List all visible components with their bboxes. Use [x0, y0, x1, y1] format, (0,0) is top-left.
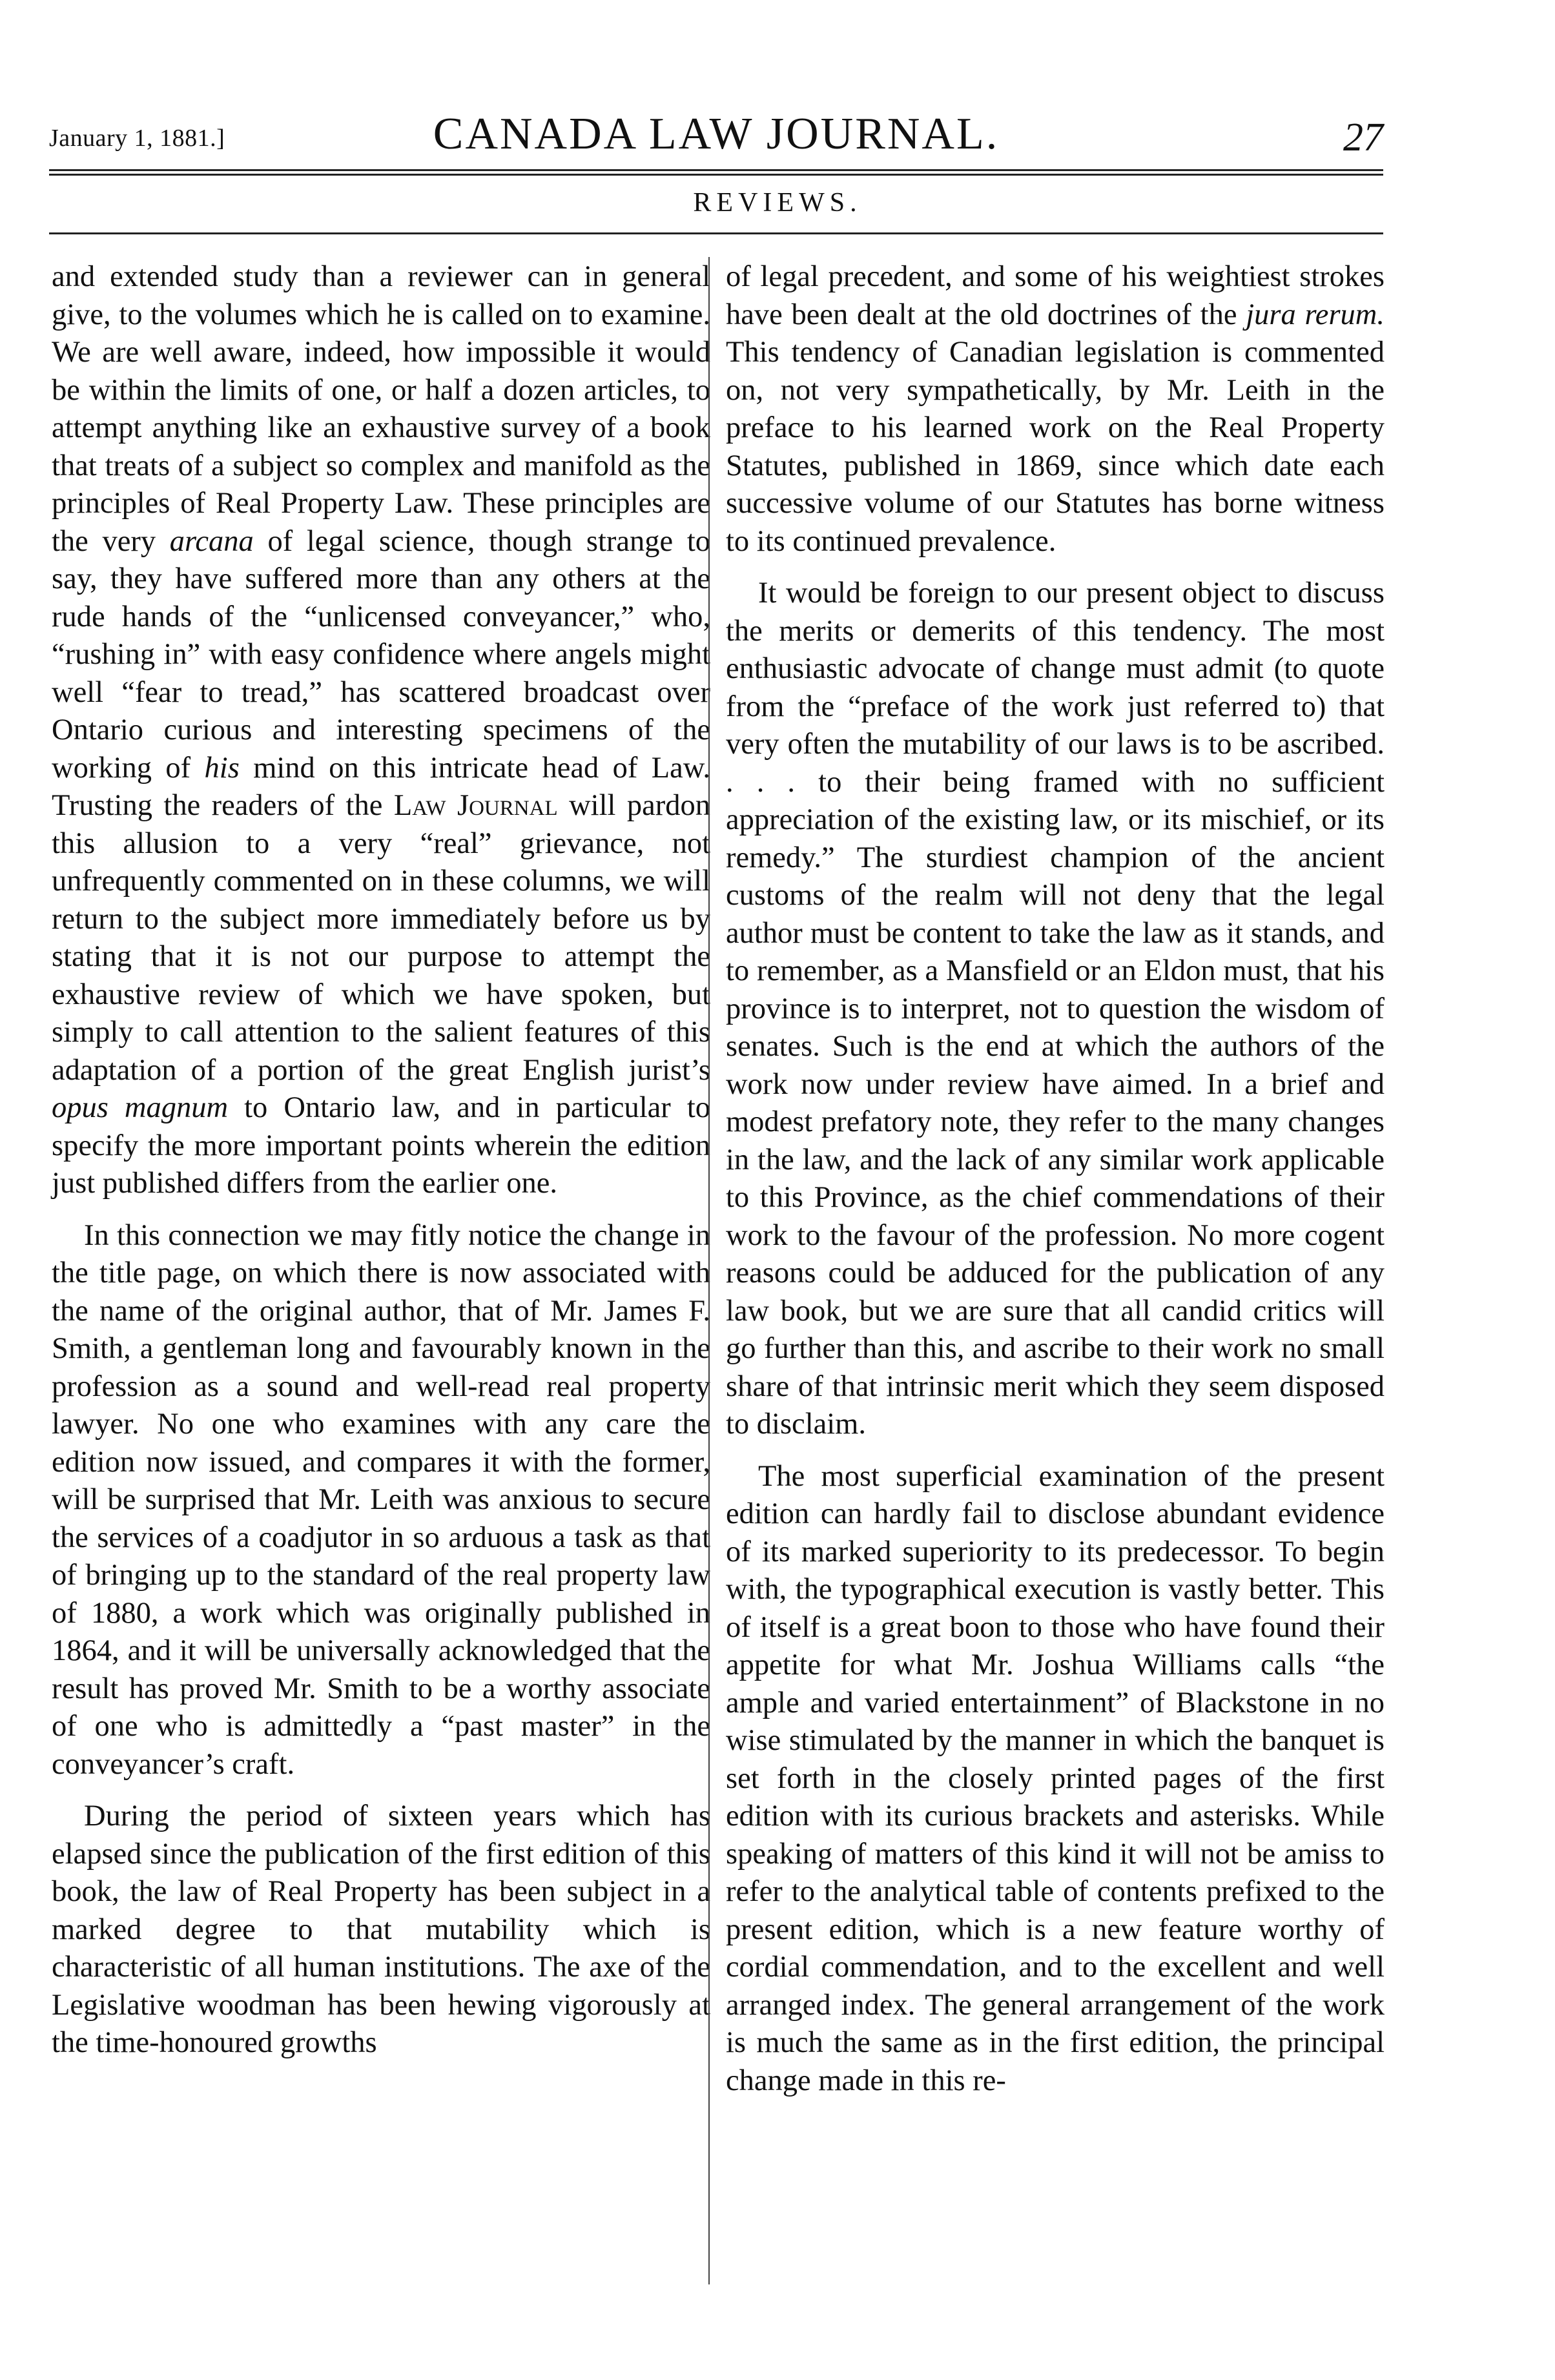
issue-date: January 1, 1881.] [49, 125, 225, 152]
header-double-rule [49, 169, 1383, 176]
running-head [49, 97, 1383, 159]
italic-term: jura rerum. [1246, 298, 1385, 331]
paragraph: During the period of sixteen years which has elapsed since the publication of the first edition of this book, the law of Real Property has been subject in a marked degree to that mutability which is characteristic of all human institutions. The axe of the Legislative woodman has been hewing vigorously at the time-honoured growths [52, 1800, 710, 2059]
paragraph: and extended study than a reviewer can in general give, to the volumes which he is called on to examine. We are well aware, indeed, how impossible it would be within the limits of one, or half a dozen articles, to attempt anything like an exhaustive survey of a book that treats of a subject so complex and manifold as the principles of Real Property Law. These principles are the very arcana of legal science, though strange to say, they have suffered more than any others at the rude hands of the “unlicensed conveyancer,” who, “rushing in” with easy confidence where angels might well “fear to tread,” has scattered broadcast over Ontario curious and interesting specimens of the working of his mind on this intricate head of Law. Trusting the readers of the Law Journal will pardon this allusion to a very “real” grievance, not unfrequently commented on in these columns, we will return to the subject more immediately before us by stating that it is not our purpose to attempt the exhaustive review of which we have spoken, but simply to call attention to the salient features of this adaptation of a portion of the great English jurist’s opus magnum to Ontario law, and in particular to specify the more important points wherein the edition just published differs from the earlier one. [52, 260, 710, 1200]
column-divider [708, 257, 710, 2284]
section-rule [49, 232, 1383, 234]
paragraph: of legal precedent, and some of his weightiest strokes have been dealt at the old doctrines of the jura rerum. This tendency of Canadian legislation is commented on, not very sympathetically, by Mr. Leith in the preface to his learned work on the Real Property Statutes, published in 1869, since which date each successive volume of our Statutes has borne witness to its continued prevalence. [726, 260, 1385, 558]
italic-term: arcana [169, 524, 254, 558]
italic-term: opus magnum [52, 1091, 229, 1124]
left-column [52, 258, 710, 2077]
section-title: REVIEWS. [693, 188, 862, 218]
page-number: 27 [1343, 116, 1383, 159]
paragraph: In this connection we may fitly notice the change in the title page, on which there is now associated with the name of the original author, that of Mr. James F. Smith, a gentleman long and favourably known in the profession as a sound and well-read real property lawyer. No one who examines with any care the edition now issued, and compares it with the former, will be surprised that Mr. Leith was anxious to secure the services of a coadjutor in so arduous a task as that of bringing up to the standard of the real property law of 1880, a work which was originally published in 1864, and it will be universally acknowledged that the result has proved Mr. Smith to be a worthy associate of one who is admittedly a “past master” in the conveyancer’s craft. [52, 1218, 710, 1781]
right-column [726, 258, 1385, 2114]
journal-title: CANADA LAW JOURNAL. [433, 109, 1000, 159]
italic-term: his [204, 751, 240, 785]
paragraph: The most superficial examination of the present edition can hardly fail to disclose abundant evidence of its marked superiority to its predecessor. To begin with, the typographical execution is vastly better. This of itself is a great boon to those who have found their appetite for what Mr. Joshua Williams calls “the ample and varied entertainment” of Blackstone in no wise stimulated by the manner in which the banquet is set forth in the closely printed pages of the first edition with its curious brackets and asterisks. While speaking of matters of this kind it will not be amiss to refer to the analytical table of contents prefixed to the present edition, which is a new feature worthy of cordial commendation, and to the excellent and well arranged index. The general arrangement of the work is much the same as in the first edition, the principal change made in this re- [726, 1459, 1385, 2097]
paragraph: It would be foreign to our present object to discuss the merits or demerits of this tendency. The most enthusiastic advocate of change must admit (to quote from the “preface of the work just referred to) that very often the mutability of our laws is to be ascribed. . . . to their being framed with no sufficient appreciation of the existing law, or its mischief, or its remedy.” The sturdiest champion of the ancient customs of the realm will not deny that the legal author must be content to take the law as it stands, and to remember, as a Mansfield or an Eldon must, that his province is to interpret, not to question the wisdom of senates. Such is the end at which the authors of the work now under review have aimed. In a brief and modest prefatory note, they refer to the many changes in the law, and the lack of any similar work applicable to this Province, as the chief commendations of their work to the favour of the profession. No more cogent reasons could be adduced for the publication of any law book, but we are sure that all candid critics will go further than this, and ascribe to their work no small share of that intrinsic merit which they seem disposed to disclaim. [726, 577, 1385, 1441]
journal-name-smallcaps: Law Journal [393, 789, 558, 822]
